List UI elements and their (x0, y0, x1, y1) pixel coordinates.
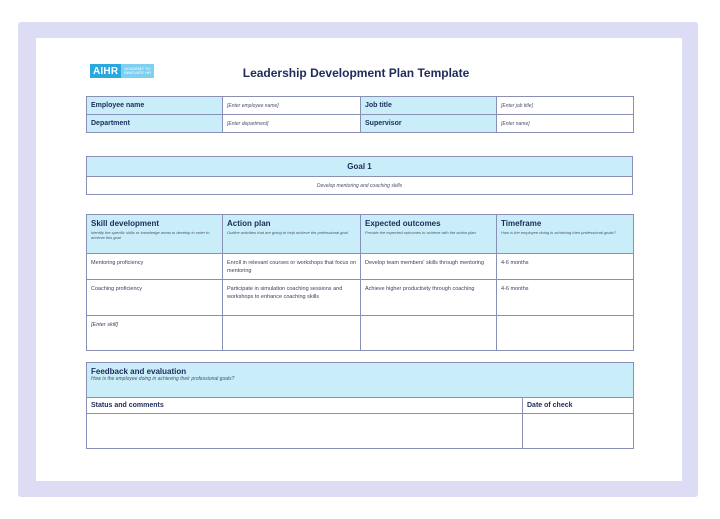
supervisor-field[interactable]: [Enter name] (497, 115, 634, 133)
action-plan-table (86, 214, 634, 351)
status-comments-label: Status and comments (87, 398, 523, 414)
table-row (87, 414, 634, 449)
column-header-expected-outcomes (361, 215, 497, 254)
timeframe-cell[interactable]: 4-6 months (497, 280, 634, 316)
table-header-row (87, 398, 634, 414)
status-comments-field[interactable] (87, 414, 523, 449)
column-title: Action plan (227, 219, 271, 228)
table-row (87, 280, 634, 316)
document-title: Leadership Development Plan Template (242, 66, 470, 80)
table-row (87, 363, 634, 398)
feedback-table (86, 362, 634, 449)
logo-mark: AIHR (90, 64, 121, 78)
table-header-row (87, 215, 634, 254)
skill-cell[interactable]: Mentoring proficiency (87, 254, 223, 280)
employee-info-table (86, 96, 634, 133)
skill-cell[interactable]: [Enter skill] (87, 316, 223, 351)
aihr-logo (90, 64, 154, 78)
column-header-action-plan (223, 215, 361, 254)
goal-title: Goal 1 (87, 157, 633, 177)
column-description: How is the employee doing in achieving their professional goals? (501, 230, 616, 235)
goal-description[interactable]: Develop mentoring and coaching skills (87, 177, 633, 195)
department-field[interactable]: [Enter department] (223, 115, 361, 133)
job-title-field[interactable]: [Enter job title] (497, 97, 634, 115)
action-cell[interactable]: Enroll in relevant courses or workshops that focus on mentoring (223, 254, 361, 280)
column-header-skill-development (87, 215, 223, 254)
date-of-check-label: Date of check (523, 398, 634, 414)
table-row (87, 157, 633, 177)
table-row (87, 316, 634, 351)
employee-name-label: Employee name (87, 97, 223, 115)
supervisor-label: Supervisor (361, 115, 497, 133)
skill-cell[interactable]: Coaching proficiency (87, 280, 223, 316)
outcome-cell[interactable] (361, 316, 497, 351)
action-cell[interactable] (223, 316, 361, 351)
goal-table (86, 156, 633, 195)
feedback-subtitle: How is the employee doing in achieving their professional goals? (91, 376, 235, 382)
column-title: Skill development (91, 219, 160, 228)
job-title-label: Job title (361, 97, 497, 115)
outcome-cell[interactable]: Achieve higher productivity through coaching (361, 280, 497, 316)
logo-tagline-line1: ACADEMY TO (124, 65, 151, 71)
column-description: Identify the specific skills or knowledge areas to develop in order to achieve this goal (91, 230, 210, 240)
document-sheet (36, 38, 682, 481)
column-title: Expected outcomes (365, 219, 441, 228)
logo-tagline (121, 64, 154, 78)
table-row (87, 115, 634, 133)
column-description: Provide the expected outcomes to achieve with the action plan (365, 230, 476, 235)
feedback-title: Feedback and evaluation (91, 367, 187, 376)
logo-tagline-line2: INNOVATE HR (124, 70, 151, 75)
column-header-timeframe (497, 215, 634, 254)
outcome-cell[interactable]: Develop team members' skills through mentoring (361, 254, 497, 280)
column-title: Timeframe (501, 219, 542, 228)
timeframe-cell[interactable] (497, 316, 634, 351)
employee-name-field[interactable]: [Enter employee name] (223, 97, 361, 115)
feedback-header (87, 363, 634, 398)
table-row (87, 97, 634, 115)
table-row (87, 177, 633, 195)
department-label: Department (87, 115, 223, 133)
table-row (87, 254, 634, 280)
action-cell[interactable]: Participate in simulation coaching sessions and workshops to enhance coaching skills (223, 280, 361, 316)
timeframe-cell[interactable]: 4-6 months (497, 254, 634, 280)
column-description: Outline activities that are going to help achieve the professional goal (227, 230, 348, 235)
date-of-check-field[interactable] (523, 414, 634, 449)
